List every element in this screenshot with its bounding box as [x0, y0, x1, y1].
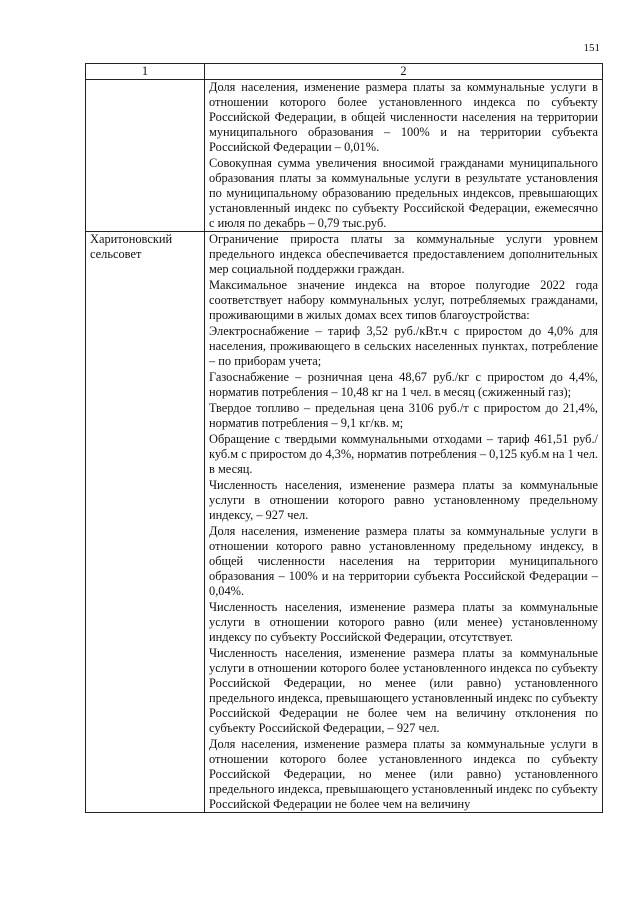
paragraph: Максимальное значение индекса на второе полугодие 2022 года соответствует набору коммунальных услуг, потребляемых гражданами, проживающими в жилых домах всех типов благоустройства:: [209, 278, 598, 322]
description-cell: [205, 80, 603, 232]
paragraph: Численность населения, изменение размера платы за коммунальные услуги в отношении которого равно (или менее) установленному индексу по субъекту Российской Федерации, отсутствует.: [209, 600, 598, 644]
document-table: [85, 63, 603, 813]
paragraph: Ограничение прироста платы за коммунальные услуги уровнем предельного индекса обеспечивается предоставлением дополнительных мер социальной поддержки граждан.: [209, 232, 598, 276]
paragraph: Доля населения, изменение размера платы за коммунальные услуги в отношении которого более установленного индекса по субъекту Российской Федерации, в общей численности населения на территории муниципального образования – 100% и на территории субъекта Российской Федерации – 0,01%.: [209, 80, 598, 154]
column-header-1: 1: [86, 64, 205, 80]
paragraph: Электроснабжение – тариф 3,52 руб./кВт.ч с приростом до 4,0% для населения, проживающего в сельских населенных пунктах, потребление – по приборам учета;: [209, 324, 598, 368]
table-row: [86, 80, 603, 232]
paragraph: Газоснабжение – розничная цена 48,67 руб./кг с приростом до 4,4%, норматив потребления – 10,48 кг на 1 чел. в месяц (сжиженный газ);: [209, 370, 598, 399]
paragraph: Совокупная сумма увеличения вносимой гражданами муниципального образования платы за коммунальные услуги в результате установления по муниципальному образованию предельных индексов, превышающих установленный индекс по субъекту Российской Федерации, ежемесячно с июля по декабрь – 0,79 тыс.руб.: [209, 156, 598, 230]
paragraph: Твердое топливо – предельная цена 3106 руб./т с приростом до 21,4%, норматив потребления – 9,1 кг/кв. м;: [209, 401, 598, 430]
municipality-cell: [86, 80, 205, 232]
page-number: 151: [583, 42, 600, 54]
municipality-name: Харитоновский сельсовет: [90, 232, 173, 261]
paragraph: Численность населения, изменение размера платы за коммунальные услуги в отношении которого более установленного индекса по субъекту Российской Федерации, но менее (или равно) установленного предельного индекса, превышающего установленный индекс по субъекту Российской Федерации не более чем на величину отклонения по субъекту Российской Федерации, – 927 чел.: [209, 646, 598, 735]
paragraph: Численность населения, изменение размера платы за коммунальные услуги в отношении которого равно установленному предельному индексу, – 927 чел.: [209, 478, 598, 522]
table-row: [86, 232, 603, 813]
municipality-cell: [86, 232, 205, 813]
column-header-2: 2: [205, 64, 603, 80]
table-header-row: [86, 64, 603, 80]
paragraph: Обращение с твердыми коммунальными отходами – тариф 461,51 руб./куб.м с приростом до 4,3%, норматив потребления – 0,125 куб.м на 1 чел. в месяц.: [209, 432, 598, 476]
paragraph: Доля населения, изменение размера платы за коммунальные услуги в отношении которого равно установленному предельному индексу, в общей численности населения на территории муниципального образования – 100% и на территории субъекта Российской Федерации – 0,04%.: [209, 524, 598, 598]
description-cell: [205, 232, 603, 813]
paragraph: Доля населения, изменение размера платы за коммунальные услуги в отношении которого более установленного индекса по субъекту Российской Федерации, но менее (или равно) установленного предельного индекса, превышающего установленный индекс по субъекту Российской Федерации не более чем на величину: [209, 737, 598, 811]
